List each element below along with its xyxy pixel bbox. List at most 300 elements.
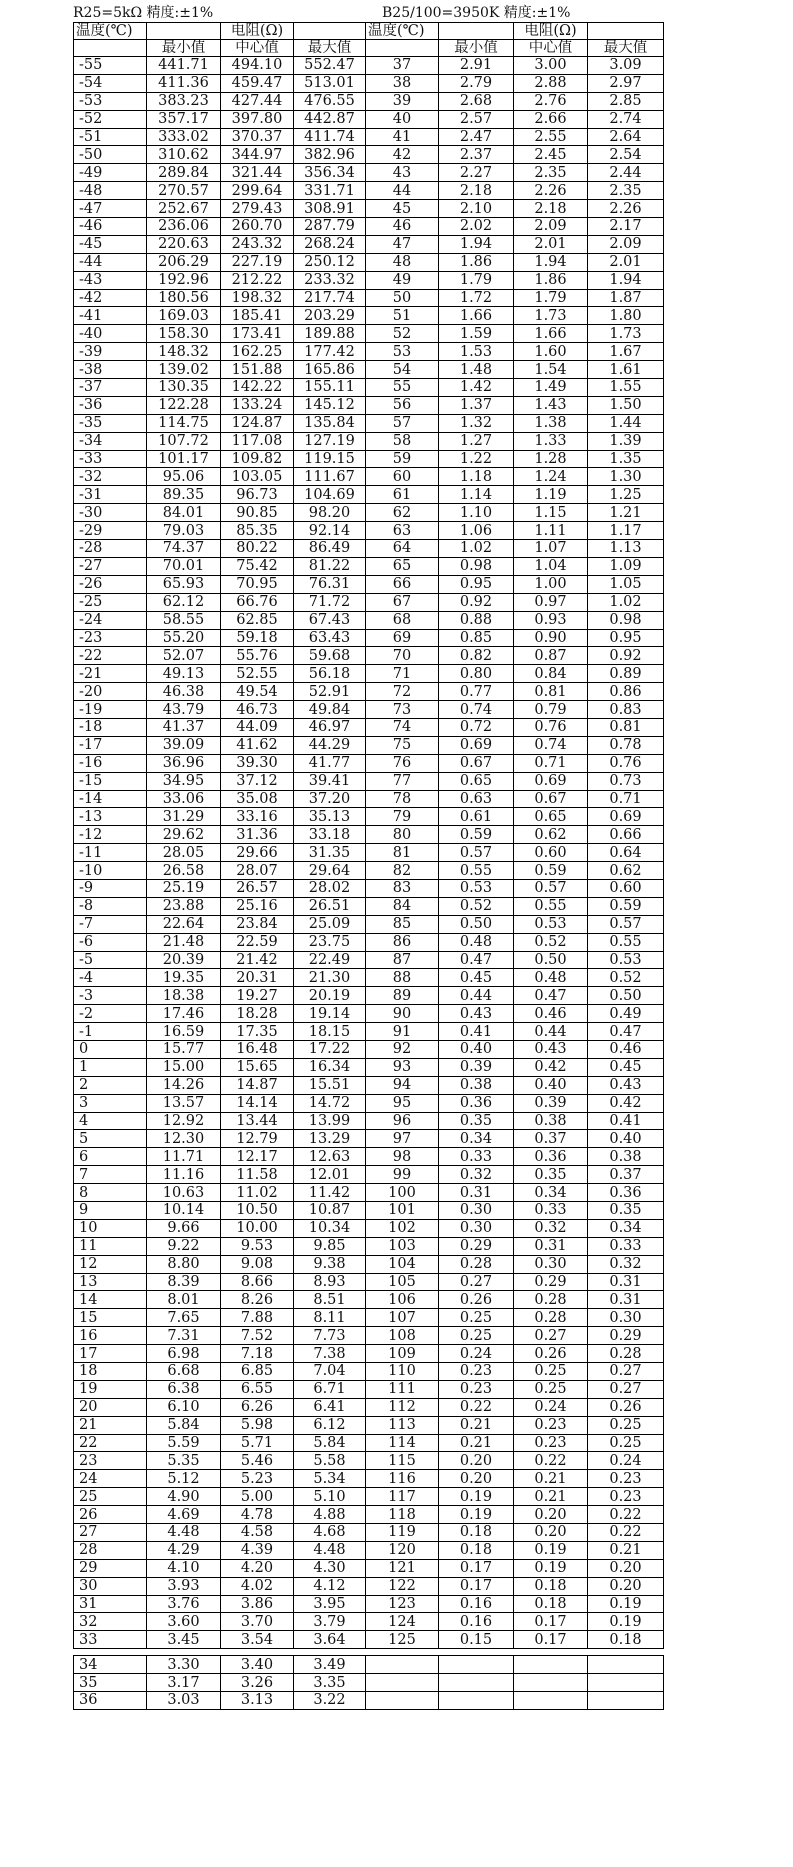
temp-cell: -46 [74, 218, 147, 236]
center-cell: 39.30 [221, 754, 294, 772]
max-cell: 25.09 [294, 915, 366, 933]
min-cell: 0.36 [439, 1094, 514, 1112]
max-cell: 20.19 [294, 987, 366, 1005]
min-cell: 18.38 [147, 987, 221, 1005]
center-cell: 0.47 [514, 987, 588, 1005]
min-cell: 0.35 [439, 1112, 514, 1130]
center-cell: 96.73 [221, 486, 294, 504]
max-cell: 33.18 [294, 826, 366, 844]
temp-cell: 67 [366, 593, 439, 611]
table-row [74, 862, 664, 880]
temp-cell: 17 [74, 1345, 147, 1363]
min-cell: 12.30 [147, 1130, 221, 1148]
temp-cell: -9 [74, 879, 147, 897]
min-cell: 2.47 [439, 128, 514, 146]
center-cell: 2.45 [514, 146, 588, 164]
center-cell: 0.32 [514, 1219, 588, 1237]
table-row [74, 414, 664, 432]
min-cell: 0.92 [439, 593, 514, 611]
spec-left: R25=5kΩ 精度:±1% [73, 5, 214, 21]
center-cell: 151.88 [221, 361, 294, 379]
min-cell: 4.48 [147, 1524, 221, 1542]
center-cell: 133.24 [221, 396, 294, 414]
table-row [74, 1005, 664, 1023]
max-cell: 1.21 [588, 504, 664, 522]
temp-cell: 117 [366, 1488, 439, 1506]
max-cell: 1.02 [588, 593, 664, 611]
min-cell: 13.57 [147, 1094, 221, 1112]
temp-cell: -14 [74, 790, 147, 808]
max-cell: 12.01 [294, 1166, 366, 1184]
min-cell: 49.13 [147, 665, 221, 683]
table-row [74, 57, 664, 75]
temp-cell: 97 [366, 1130, 439, 1148]
temp-cell: -19 [74, 701, 147, 719]
table-row [74, 182, 664, 200]
table-row [74, 540, 664, 558]
min-cell: 19.35 [147, 969, 221, 987]
center-cell: 18.28 [221, 1005, 294, 1023]
temp-cell: -32 [74, 468, 147, 486]
gap-cell [366, 1649, 439, 1656]
max-cell: 0.19 [588, 1613, 664, 1631]
max-cell: 52.91 [294, 683, 366, 701]
min-cell: 411.36 [147, 74, 221, 92]
max-cell: 476.55 [294, 92, 366, 110]
temp-cell: 55 [366, 379, 439, 397]
table-row [74, 218, 664, 236]
min-cell: 1.18 [439, 468, 514, 486]
table-row [74, 1058, 664, 1076]
max-cell: 203.29 [294, 307, 366, 325]
temp-cell: 63 [366, 522, 439, 540]
min-cell: 28.05 [147, 844, 221, 862]
min-cell: 192.96 [147, 271, 221, 289]
col-temp-left: 温度(℃) [74, 23, 147, 40]
min-cell: 7.31 [147, 1327, 221, 1345]
col-max-left: 最大值 [294, 40, 366, 57]
min-cell: 0.18 [439, 1524, 514, 1542]
center-cell: 6.85 [221, 1363, 294, 1381]
max-cell: 0.41 [588, 1112, 664, 1130]
center-cell: 0.84 [514, 665, 588, 683]
center-cell: 103.05 [221, 468, 294, 486]
center-cell: 1.43 [514, 396, 588, 414]
min-cell: 2.10 [439, 200, 514, 218]
table-row [74, 379, 664, 397]
min-cell: 0.25 [439, 1327, 514, 1345]
table-row [74, 1380, 664, 1398]
temp-cell: 106 [366, 1291, 439, 1309]
center-cell: 0.18 [514, 1577, 588, 1595]
temp-cell: -22 [74, 647, 147, 665]
min-cell: 0.16 [439, 1595, 514, 1613]
max-cell: 250.12 [294, 253, 366, 271]
max-cell: 2.17 [588, 218, 664, 236]
temp-cell: 33 [74, 1631, 147, 1649]
temp-cell: -50 [74, 146, 147, 164]
max-cell: 29.64 [294, 862, 366, 880]
center-cell: 1.66 [514, 325, 588, 343]
max-cell: 37.20 [294, 790, 366, 808]
blank-cell [588, 1656, 664, 1674]
max-cell: 0.29 [588, 1327, 664, 1345]
min-cell: 0.82 [439, 647, 514, 665]
min-cell: 3.93 [147, 1577, 221, 1595]
min-cell: 2.18 [439, 182, 514, 200]
center-cell: 5.23 [221, 1470, 294, 1488]
center-cell: 0.67 [514, 790, 588, 808]
center-cell: 31.36 [221, 826, 294, 844]
temp-cell: 41 [366, 128, 439, 146]
temp-cell: -25 [74, 593, 147, 611]
center-cell: 26.57 [221, 879, 294, 897]
max-cell: 2.74 [588, 110, 664, 128]
max-cell: 0.92 [588, 647, 664, 665]
min-cell: 114.75 [147, 414, 221, 432]
temp-cell: 51 [366, 307, 439, 325]
max-cell: 0.83 [588, 701, 664, 719]
col-max-right: 最大值 [588, 40, 664, 57]
max-cell: 0.55 [588, 933, 664, 951]
temp-cell: -17 [74, 736, 147, 754]
temp-cell: 36 [74, 1692, 147, 1710]
min-cell: 0.63 [439, 790, 514, 808]
center-cell: 0.97 [514, 593, 588, 611]
max-cell: 0.23 [588, 1488, 664, 1506]
table-row [74, 1656, 664, 1674]
min-cell: 0.20 [439, 1470, 514, 1488]
temp-cell: 105 [366, 1273, 439, 1291]
min-cell: 2.57 [439, 110, 514, 128]
min-cell: 220.63 [147, 235, 221, 253]
min-cell: 5.12 [147, 1470, 221, 1488]
min-cell: 0.21 [439, 1416, 514, 1434]
table-row [74, 844, 664, 862]
min-cell: 95.06 [147, 468, 221, 486]
center-cell: 29.66 [221, 844, 294, 862]
table-row [74, 933, 664, 951]
max-cell: 16.34 [294, 1058, 366, 1076]
center-cell: 7.88 [221, 1309, 294, 1327]
min-cell: 1.79 [439, 271, 514, 289]
min-cell: 4.10 [147, 1559, 221, 1577]
table-row [74, 1363, 664, 1381]
table-row [74, 754, 664, 772]
min-cell: 1.32 [439, 414, 514, 432]
temp-cell: -42 [74, 289, 147, 307]
center-cell: 0.28 [514, 1291, 588, 1309]
center-cell: 10.00 [221, 1219, 294, 1237]
min-cell: 1.14 [439, 486, 514, 504]
center-cell: 0.21 [514, 1470, 588, 1488]
table-row [74, 396, 664, 414]
max-cell: 2.64 [588, 128, 664, 146]
center-cell: 0.26 [514, 1345, 588, 1363]
max-cell: 0.18 [588, 1631, 664, 1649]
center-cell: 23.84 [221, 915, 294, 933]
max-cell: 8.51 [294, 1291, 366, 1309]
table-row [74, 200, 664, 218]
min-cell: 4.69 [147, 1506, 221, 1524]
table-row [74, 736, 664, 754]
max-cell: 4.30 [294, 1559, 366, 1577]
center-cell: 0.29 [514, 1273, 588, 1291]
temp-cell: -38 [74, 361, 147, 379]
center-cell: 1.49 [514, 379, 588, 397]
max-cell: 135.84 [294, 414, 366, 432]
min-cell: 1.10 [439, 504, 514, 522]
table-row [74, 1040, 664, 1058]
table-row [74, 1559, 664, 1577]
temp-cell: 39 [366, 92, 439, 110]
table-row [74, 701, 664, 719]
temp-cell: 8 [74, 1184, 147, 1202]
center-cell: 0.79 [514, 701, 588, 719]
max-cell: 2.54 [588, 146, 664, 164]
min-cell: 2.37 [439, 146, 514, 164]
center-cell: 0.71 [514, 754, 588, 772]
table-row [74, 1595, 664, 1613]
min-cell: 25.19 [147, 879, 221, 897]
temp-cell: 14 [74, 1291, 147, 1309]
min-cell: 1.37 [439, 396, 514, 414]
table-row [74, 307, 664, 325]
temp-cell: 58 [366, 432, 439, 450]
min-cell: 0.17 [439, 1577, 514, 1595]
center-cell: 2.66 [514, 110, 588, 128]
min-cell: 29.62 [147, 826, 221, 844]
max-cell: 233.32 [294, 271, 366, 289]
center-cell: 0.22 [514, 1452, 588, 1470]
temp-cell: 70 [366, 647, 439, 665]
min-cell: 22.64 [147, 915, 221, 933]
center-cell: 0.57 [514, 879, 588, 897]
center-cell: 21.42 [221, 951, 294, 969]
max-cell: 4.12 [294, 1577, 366, 1595]
center-cell: 299.64 [221, 182, 294, 200]
min-cell: 122.28 [147, 396, 221, 414]
center-cell: 1.54 [514, 361, 588, 379]
max-cell: 19.14 [294, 1005, 366, 1023]
center-cell: 2.35 [514, 164, 588, 182]
temp-cell: 9 [74, 1202, 147, 1220]
max-cell: 9.38 [294, 1255, 366, 1273]
temp-cell: 57 [366, 414, 439, 432]
min-cell: 1.02 [439, 540, 514, 558]
temp-cell: 104 [366, 1255, 439, 1273]
max-cell: 9.85 [294, 1237, 366, 1255]
temp-cell: 23 [74, 1452, 147, 1470]
temp-cell: -45 [74, 235, 147, 253]
center-cell: 25.16 [221, 897, 294, 915]
center-cell: 49.54 [221, 683, 294, 701]
center-cell: 0.39 [514, 1094, 588, 1112]
max-cell: 1.25 [588, 486, 664, 504]
temp-cell: -23 [74, 629, 147, 647]
gap-cell [588, 1649, 664, 1656]
min-cell: 62.12 [147, 593, 221, 611]
temp-cell: -18 [74, 718, 147, 736]
center-cell: 0.38 [514, 1112, 588, 1130]
center-cell: 0.87 [514, 647, 588, 665]
temp-cell: 6 [74, 1148, 147, 1166]
min-cell: 2.27 [439, 164, 514, 182]
temp-cell: 90 [366, 1005, 439, 1023]
table-row [74, 110, 664, 128]
max-cell: 1.73 [588, 325, 664, 343]
max-cell: 0.26 [588, 1398, 664, 1416]
max-cell: 49.84 [294, 701, 366, 719]
center-cell: 1.04 [514, 557, 588, 575]
max-cell: 76.31 [294, 575, 366, 593]
center-cell: 4.58 [221, 1524, 294, 1542]
min-cell: 236.06 [147, 218, 221, 236]
center-cell: 4.20 [221, 1559, 294, 1577]
min-cell: 84.01 [147, 504, 221, 522]
table-row [74, 271, 664, 289]
min-cell: 7.65 [147, 1309, 221, 1327]
table-row [74, 1023, 664, 1041]
center-cell: 0.36 [514, 1148, 588, 1166]
center-cell: 0.17 [514, 1613, 588, 1631]
max-cell: 0.52 [588, 969, 664, 987]
temp-cell: 0 [74, 1040, 147, 1058]
temp-cell: 87 [366, 951, 439, 969]
max-cell: 3.22 [294, 1692, 366, 1710]
min-cell: 2.91 [439, 57, 514, 75]
max-cell: 0.73 [588, 772, 664, 790]
min-cell: 0.39 [439, 1058, 514, 1076]
center-cell: 0.24 [514, 1398, 588, 1416]
temp-cell: 20 [74, 1398, 147, 1416]
table-row [74, 1130, 664, 1148]
temp-cell: 53 [366, 343, 439, 361]
table-row [74, 1237, 664, 1255]
temp-cell: 50 [366, 289, 439, 307]
table-row [74, 146, 664, 164]
table-row [74, 1148, 664, 1166]
max-cell: 0.27 [588, 1380, 664, 1398]
min-cell: 0.59 [439, 826, 514, 844]
max-cell: 177.42 [294, 343, 366, 361]
temp-cell: -6 [74, 933, 147, 951]
temp-cell: 26 [74, 1506, 147, 1524]
center-cell: 4.78 [221, 1506, 294, 1524]
center-cell: 0.25 [514, 1363, 588, 1381]
temp-cell: 123 [366, 1595, 439, 1613]
table-row [74, 1202, 664, 1220]
min-cell: 4.29 [147, 1541, 221, 1559]
table-row [74, 361, 664, 379]
min-cell: 148.32 [147, 343, 221, 361]
max-cell: 31.35 [294, 844, 366, 862]
max-cell: 7.73 [294, 1327, 366, 1345]
temp-cell: 119 [366, 1524, 439, 1542]
min-cell: 0.57 [439, 844, 514, 862]
table-row [74, 128, 664, 146]
temp-cell: 60 [366, 468, 439, 486]
center-cell: 117.08 [221, 432, 294, 450]
max-cell: 0.66 [588, 826, 664, 844]
center-cell: 5.71 [221, 1434, 294, 1452]
max-cell: 0.19 [588, 1595, 664, 1613]
temp-cell: 44 [366, 182, 439, 200]
min-cell: 0.80 [439, 665, 514, 683]
center-cell: 494.10 [221, 57, 294, 75]
table-row [74, 575, 664, 593]
min-cell: 11.16 [147, 1166, 221, 1184]
min-cell: 0.20 [439, 1452, 514, 1470]
table-row [74, 1577, 664, 1595]
max-cell: 7.38 [294, 1345, 366, 1363]
min-cell: 1.48 [439, 361, 514, 379]
temp-cell: 52 [366, 325, 439, 343]
col-center-left: 中心值 [221, 40, 294, 57]
min-cell: 101.17 [147, 450, 221, 468]
min-cell: 0.69 [439, 736, 514, 754]
table-row [74, 1273, 664, 1291]
max-cell: 0.78 [588, 736, 664, 754]
min-cell: 34.95 [147, 772, 221, 790]
max-cell: 145.12 [294, 396, 366, 414]
min-cell: 1.59 [439, 325, 514, 343]
min-cell: 0.61 [439, 808, 514, 826]
temp-cell: 86 [366, 933, 439, 951]
center-cell: 0.31 [514, 1237, 588, 1255]
center-cell: 22.59 [221, 933, 294, 951]
table-row [74, 808, 664, 826]
center-cell: 2.18 [514, 200, 588, 218]
blank-cell [147, 23, 221, 40]
temp-cell: 27 [74, 1524, 147, 1542]
blank-cell [74, 40, 147, 57]
min-cell: 3.17 [147, 1674, 221, 1692]
blank-cell [439, 23, 514, 40]
min-cell: 0.48 [439, 933, 514, 951]
min-cell: 58.55 [147, 611, 221, 629]
max-cell: 0.45 [588, 1058, 664, 1076]
center-cell: 16.48 [221, 1040, 294, 1058]
center-cell: 4.39 [221, 1541, 294, 1559]
min-cell: 1.94 [439, 235, 514, 253]
max-cell: 41.77 [294, 754, 366, 772]
center-cell: 124.87 [221, 414, 294, 432]
temp-cell: 64 [366, 540, 439, 558]
col-resistance-right: 电阻(Ω) [514, 23, 588, 40]
max-cell: 7.04 [294, 1363, 366, 1381]
center-cell: 7.18 [221, 1345, 294, 1363]
temp-cell: 74 [366, 718, 439, 736]
max-cell: 0.64 [588, 844, 664, 862]
temp-cell: -51 [74, 128, 147, 146]
min-cell: 0.31 [439, 1184, 514, 1202]
table-row [74, 92, 664, 110]
temp-cell: -55 [74, 57, 147, 75]
min-cell: 1.86 [439, 253, 514, 271]
temp-cell: 35 [74, 1674, 147, 1692]
center-cell: 1.07 [514, 540, 588, 558]
blank-cell [588, 23, 664, 40]
table-row [74, 718, 664, 736]
min-cell: 0.17 [439, 1559, 514, 1577]
center-cell: 15.65 [221, 1058, 294, 1076]
center-cell: 243.32 [221, 235, 294, 253]
temp-cell: 84 [366, 897, 439, 915]
max-cell: 442.87 [294, 110, 366, 128]
center-cell: 0.23 [514, 1434, 588, 1452]
min-cell: 15.00 [147, 1058, 221, 1076]
